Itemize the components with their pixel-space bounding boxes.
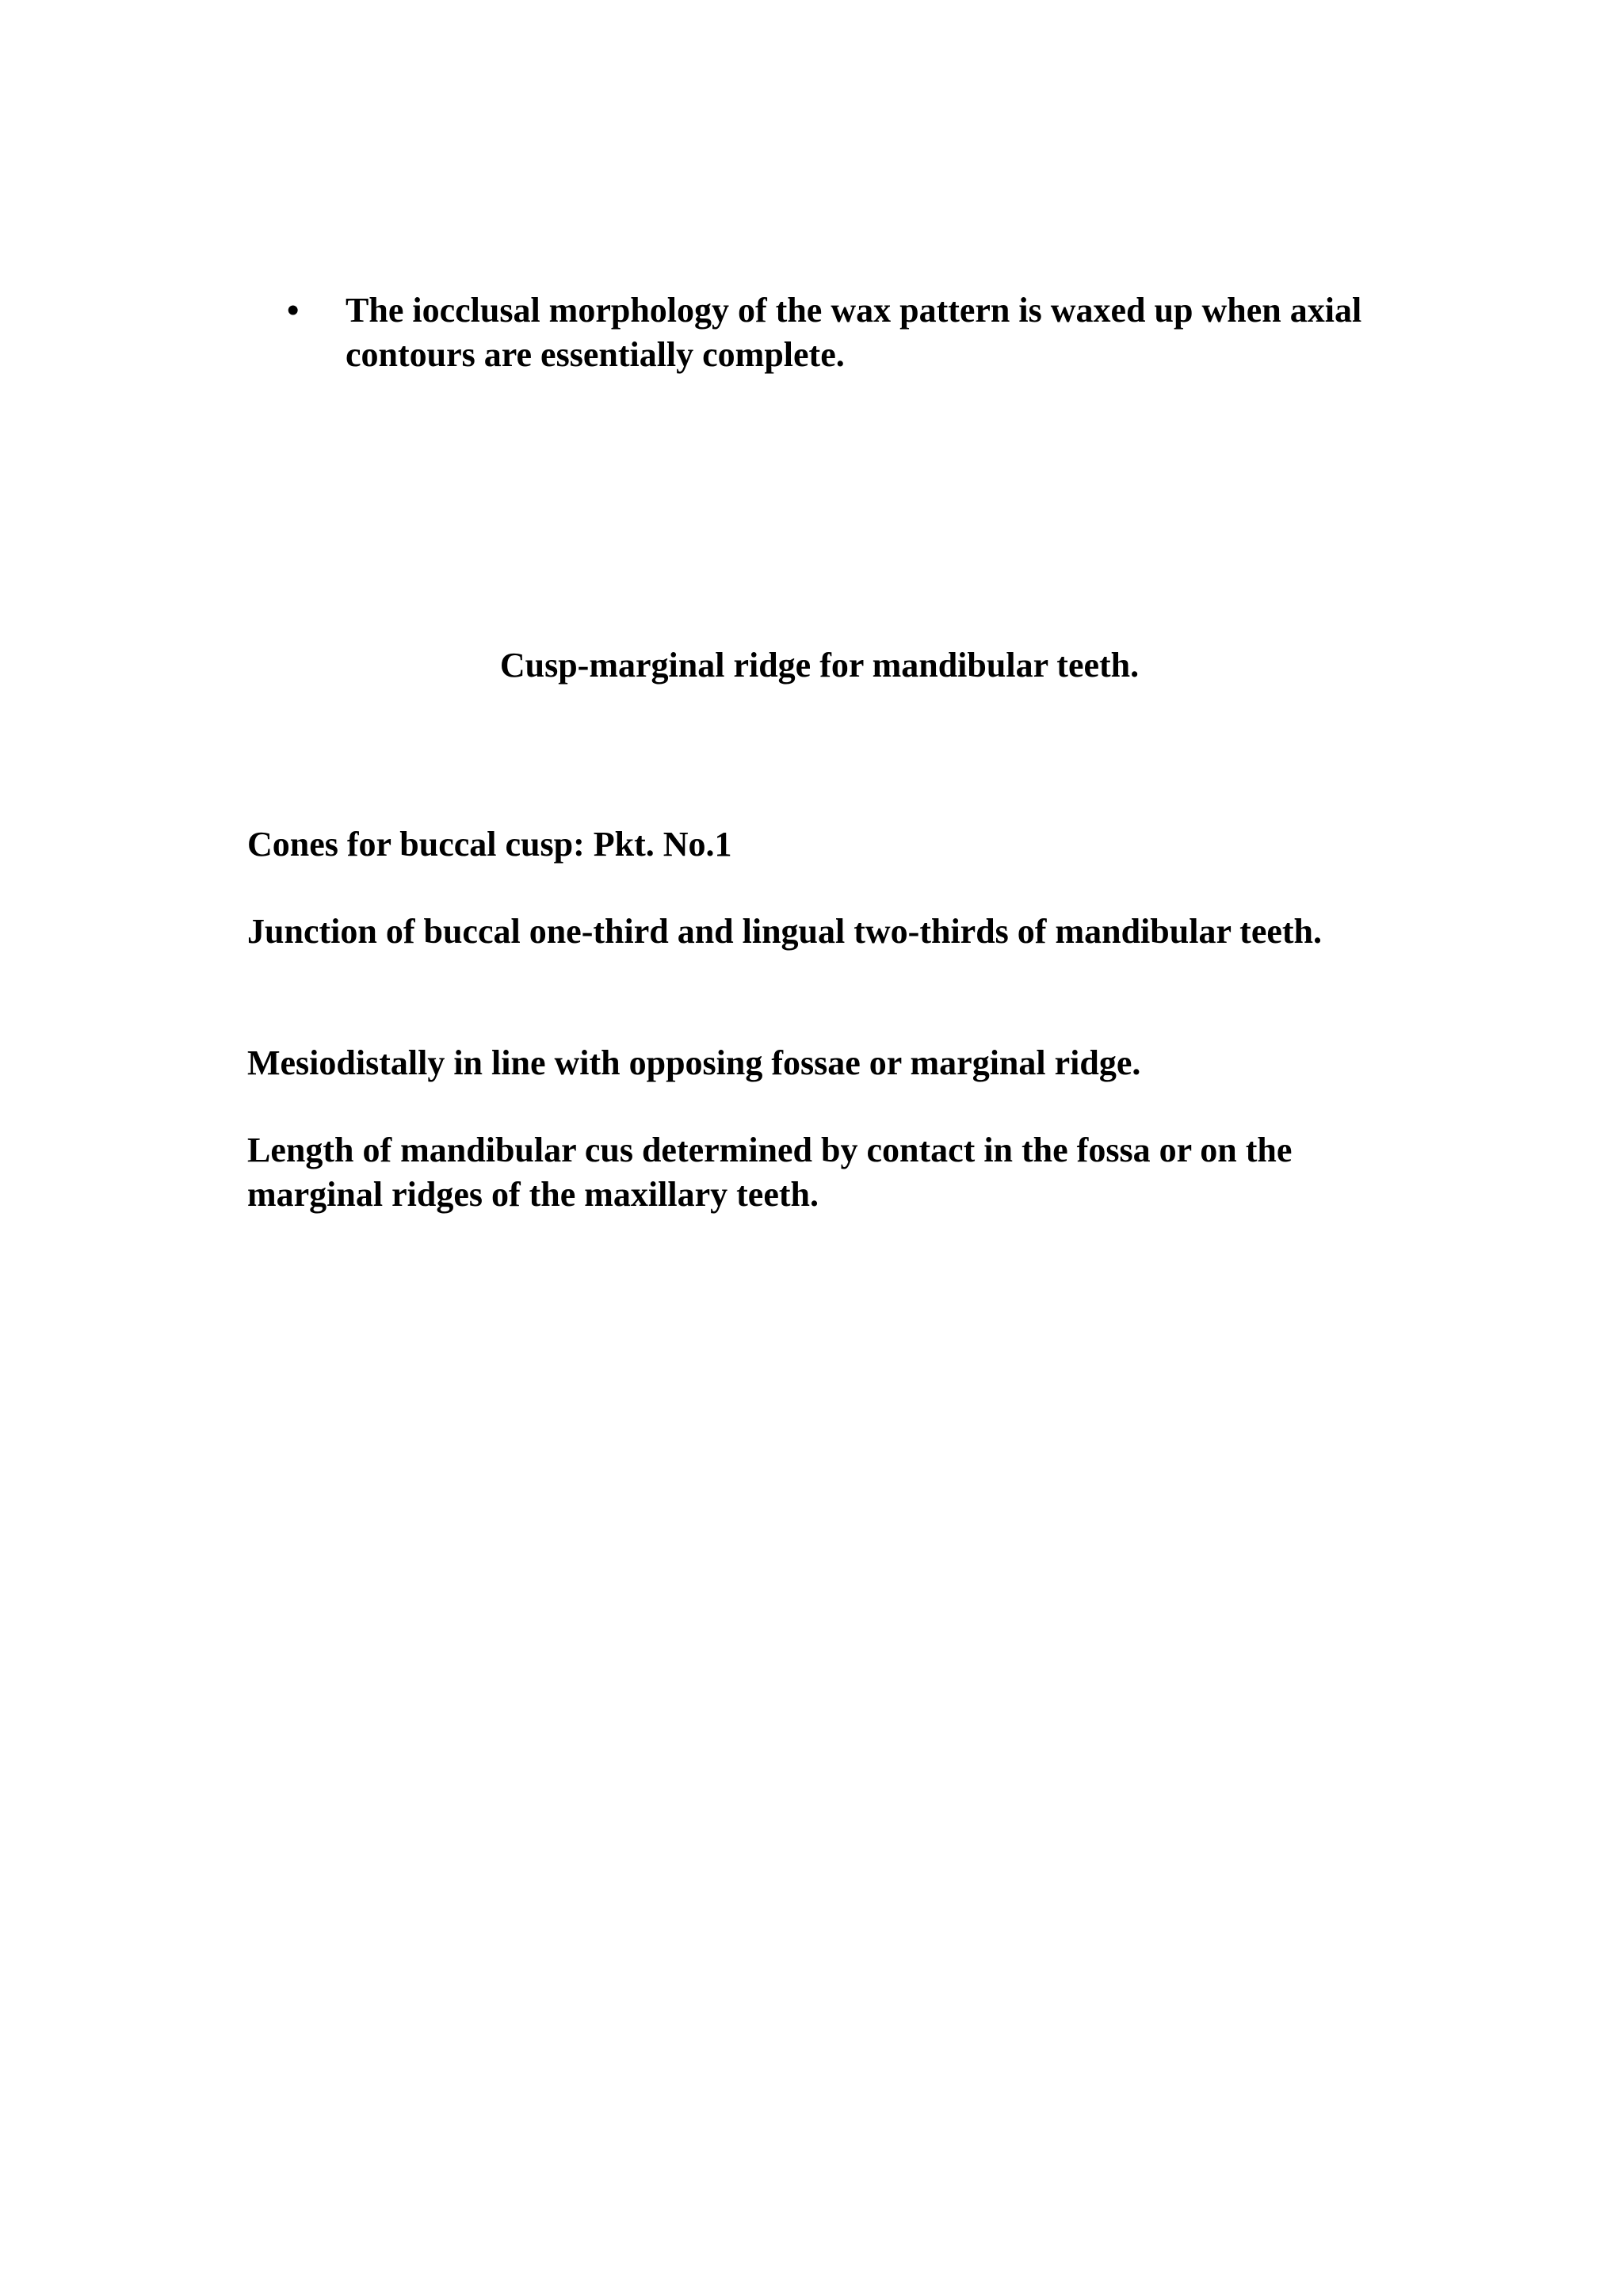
paragraph-junction: Junction of buccal one-third and lingual two-thirds of mandibular teeth. [247,912,1323,951]
section-heading [0,643,1623,688]
section-heading-text: Cusp-marginal ridge for mandibular teeth. [499,646,1140,685]
paragraph-cones: Cones for buccal cusp: Pkt. No.1 [247,825,732,864]
bullet-text: The iocclusal morphology of the wax pattern is waxed up when axial contours are essentially complete. [346,291,1362,374]
bullet-marker: • [287,291,300,330]
paragraph-length: Length of mandibular cus determined by contact in the fossa or on the marginal ridges of the maxillary teeth. [247,1131,1293,1214]
paragraph-mesiodistally: Mesiodistally in line with opposing fossae or marginal ridge. [247,1043,1141,1082]
